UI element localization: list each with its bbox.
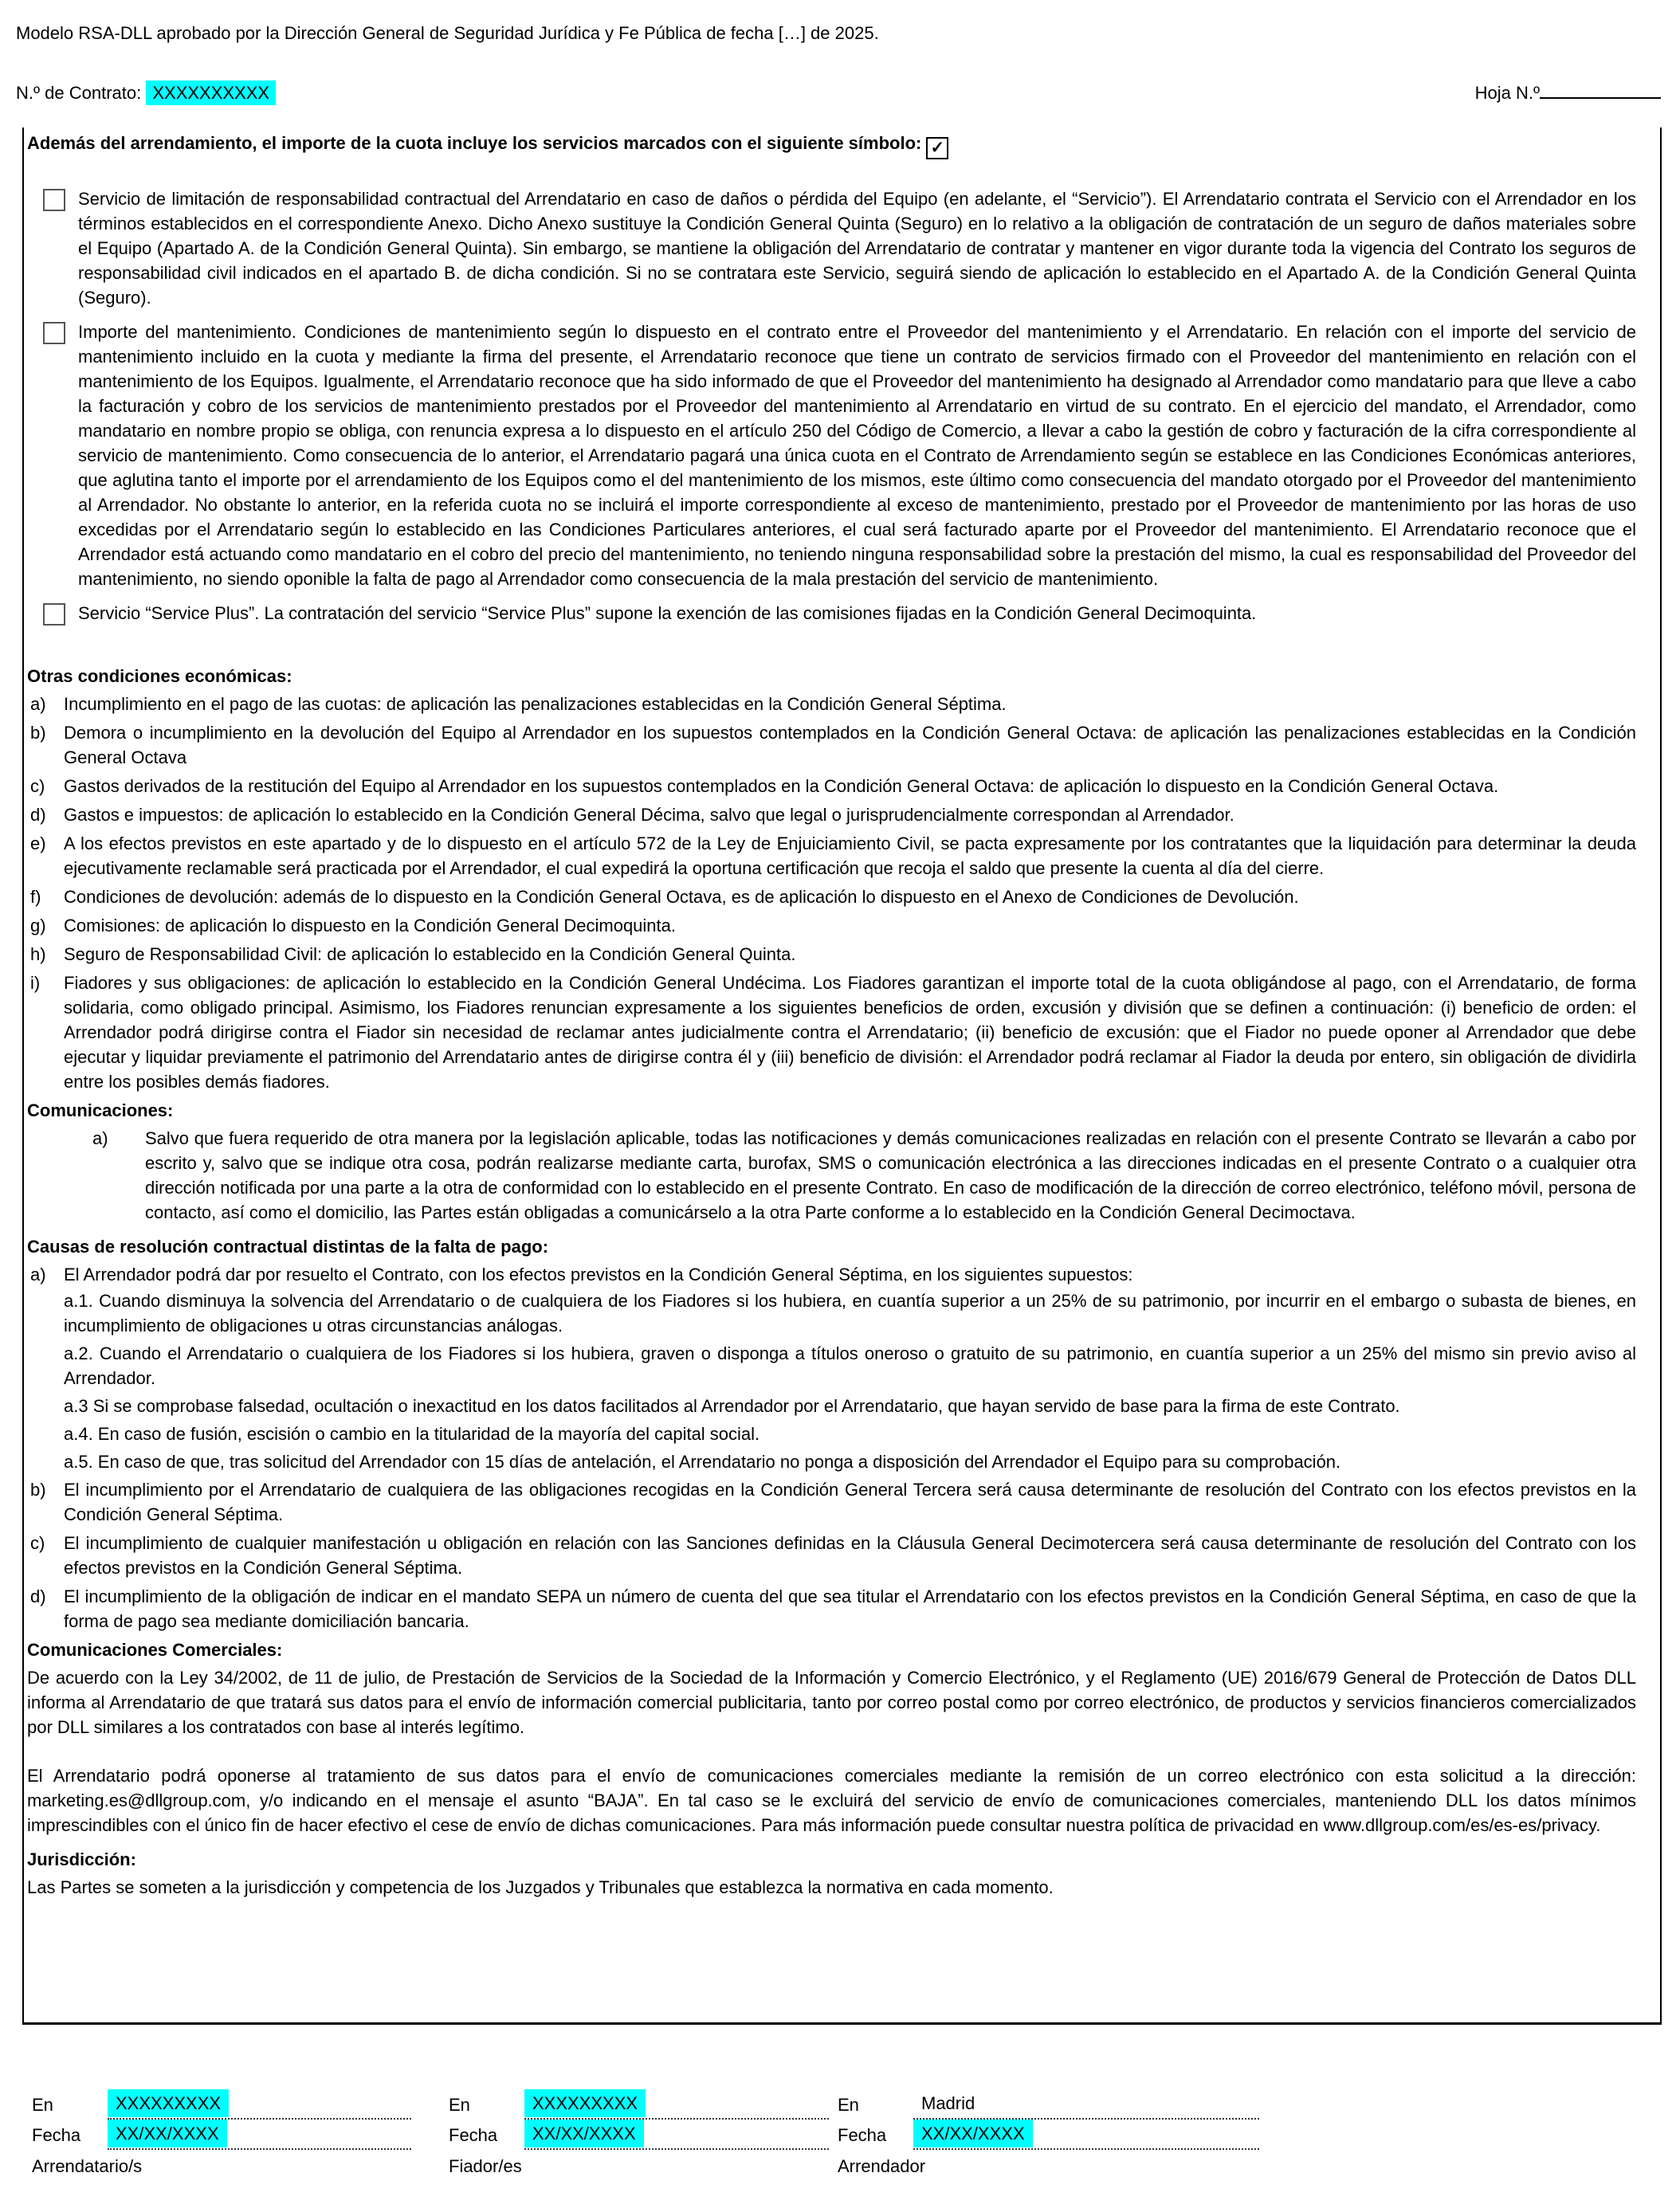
contract-header-row [16,80,1661,105]
item-label: a) [30,1265,46,1284]
list-item [27,831,1636,880]
list-item [27,971,1636,1094]
item-text: El Arrendador podrá dar por resuelto el Contrato, con los efectos previstos en la Condición General Séptima, en los siguientes supuestos: [64,1265,1133,1284]
item-label: h) [30,944,46,964]
date-label: Fecha [838,2125,887,2145]
item-label: f) [30,887,41,907]
item-label: i) [30,973,41,993]
service-liability-text: Servicio de limitación de responsabilidad contractual del Arrendatario en caso de daños o pérdida del Equipo (en adelante, el “Servicio”). El Arrendatario contrata el Servicio con el Arrendador en los términos establecidos en el correspondiente Anexo. Dicho Anexo sustituye la Condición General Quinta (Seguro) en lo relativo a la obligación de contratación de un seguro de daños materiales sobre el Equipo (Apartado A. de la Condición General Quinta). Sin embargo, se mantiene la obligación del Arrendatario de contratar y mantener en vigor durante toda la vigencia del Contrato los seguros de responsabilidad civil indicados en el apartado B. de dicha condición. Si no se contratara este Servicio, seguirá siendo de aplicación lo establecido en el Apartado A. de la Condición General Quinta (Seguro). [78,189,1636,308]
list-item [27,774,1636,798]
place-label: En [32,2095,53,2115]
item-text: Seguro de Responsabilidad Civil: de aplicación lo establecido en la Condición General Quinta. [64,944,796,964]
list-item [27,1126,1636,1225]
contract-number-row [16,80,276,105]
place-row [32,2089,411,2120]
item-text: Comisiones: de aplicación lo dispuesto en la Condición General Decimoquinta. [64,916,676,935]
signature-column-arrendador [838,2089,1259,2179]
party-label: Fiador/es [449,2156,522,2176]
item-text: Condiciones de devolución: además de lo dispuesto en la Condición General Octava, es de aplicación lo dispuesto en el Anexo de Condiciones de Devolución. [64,887,1299,907]
place-row [838,2089,1259,2120]
place-line [108,2089,411,2120]
list-item [27,1477,1636,1527]
model-approval-line: Modelo RSA-DLL aprobado por la Dirección General de Seguridad Jurídica y Fe Pública de fecha […] de 2025. [16,23,879,43]
date-line [913,2120,1259,2150]
date-line [108,2120,411,2150]
list-item [27,720,1636,770]
date-row [449,2120,829,2150]
services-intro-text: Además del arrendamiento, el importe de la cuota incluye los servicios marcados con el siguiente símbolo: [27,133,922,153]
sub-item: a.5. En caso de que, tras solicitud del Arrendador con 15 días de antelación, el Arrendatario no ponga a disposición del Arrendador el Equipo para su comprobación. [64,1452,1341,1472]
item-text: A los efectos previstos en este apartado y de lo dispuesto en el artículo 572 de la Ley de Enjuiciamiento Civil, se pacta expresamente por los contratantes que la liquidación para determinar la deuda ejecutivamente reclamable será practicada por el Arrendador, el cual expedirá la oportuna certificación que recoja el saldo que presente la cuenta al día del cierre. [64,833,1636,878]
commercial-communications-title: Comunicaciones Comerciales: [27,1640,283,1660]
list-item [27,802,1636,827]
signature-area [32,2089,1259,2179]
party-label: Arrendador [838,2156,926,2176]
commercial-communications-p1: De acuerdo con la Ley 34/2002, de 11 de julio, de Prestación de Servicios de la Sociedad de la Información y Comercio Electrónico, y el Reglamento (UE) 2016/679 General de Protección de Datos DLL informa al Arrendatario de que tratará sus datos para el envío de información comercial publicitaria, tanto por correo postal como por correo electrónico, de productos y servicios financieros comercializados por DLL similares a los contratados con base al interés legítimo. [27,1668,1636,1737]
contract-number-field[interactable]: XXXXXXXXXX [146,80,276,105]
place-field[interactable]: XXXXXXXXX [108,2089,229,2117]
date-line [524,2120,829,2150]
checkbox-unchecked-icon[interactable] [43,603,65,626]
sub-item: a.4. En caso de fusión, escisión o cambio en la titularidad de la mayoría del capital social. [64,1424,760,1444]
termination-causes-title: Causas de resolución contractual distintas de la falta de pago: [27,1237,549,1257]
contract-number-label: N.º de Contrato: [16,83,142,103]
service-item-service-plus [27,601,1636,632]
item-label: g) [30,916,46,935]
date-field[interactable]: XX/XX/XXXX [524,2120,644,2147]
list-item [27,1531,1636,1580]
other-economic-conditions-title: Otras condiciones económicas: [27,666,292,686]
date-field[interactable]: XX/XX/XXXX [913,2120,1033,2147]
date-label: Fecha [32,2125,81,2145]
service-item-maintenance [27,320,1636,591]
item-text: El incumplimiento de cualquier manifestación u obligación en relación con las Sanciones definidas en la Cláusula General Decimotercera será causa determinante de resolución del Contrato con los efectos previstos en la Condición General Séptima. [64,1533,1636,1578]
service-item-liability [27,186,1636,310]
service-maintenance-text: Importe del mantenimiento. Condiciones de mantenimiento según lo dispuesto en el contrato entre el Proveedor del mantenimiento y el Arrendatario. En relación con el importe del servicio de mantenimiento incluido en la cuota y mediante la firma del presente, el Arrendatario reconoce que tiene un contrato de servicios firmado con el Proveedor del mantenimiento en relación con el mantenimiento de los Equipos. Igualmente, el Arrendatario reconoce que ha sido informado de que el Proveedor del mantenimiento ha designado al Arrendador como mandatario para que lleve a cabo la facturación y cobro de los servicios de mantenimiento prestados por el Proveedor del mantenimiento al Arrendatario en virtud de su contrato. En el ejercicio del mandato, el Arrendador, como mandatario en nombre propio se obliga, con renuncia expresa a lo dispuesto en el artículo 250 del Código de Comercio, a llevar a cabo la gestión de cobro y facturación de la cifra correspondiente al servicio de mantenimiento. Como consecuencia de lo anterior, el Arrendatario pagará una única cuota en el Contrato de Arrendamiento según se establece en las Condiciones Económicas anteriores, que aglutina tanto el importe por el arrendamiento de los Equipos como el del mantenimiento de los mismos, este último como consecuencia del mandato otorgado por el Proveedor del mantenimiento al Arrendador. No obstante lo anterior, en la referida cuota no se incluirá el importe correspondiente al exceso de mantenimiento, prestado por el Proveedor de mantenimiento por las horas de uso excedidas por el Arrendatario según lo establecido en las Condiciones Particulares anteriores, el cual será facturado aparte por el Proveedor del mantenimiento. El Arrendatario reconoce que el Arrendador está actuando como mandatario en el cobro del precio del mantenimiento, no teniendo ninguna responsabilidad sobre la prestación del mismo, la cual es responsabilidad del Proveedor del mantenimiento, no siendo oponible la falta de pago al Arrendador como consecuencia de la mala prestación del servicio de mantenimiento. [78,322,1636,589]
party-label: Arrendatario/s [32,2156,143,2176]
list-item [27,884,1636,909]
item-label: d) [30,805,46,825]
sub-item: a.3 Si se comprobase falsedad, ocultación o inexactitud en los datos facilitados al Arrendador por el Arrendatario, que hayan servido de base para la firma de este Contrato. [64,1396,1400,1416]
list-item [27,1262,1636,1287]
place-field: Madrid [921,2093,975,2113]
sub-item: a.2. Cuando el Arrendatario o cualquiera de los Fiadores si los hubiera, graven o disponga a títulos oneroso o gratuito de su patrimonio, en cuantía superior a un 25% del mismo sin previo aviso al Arrendador. [64,1343,1636,1388]
item-label: e) [30,833,46,853]
item-text: El incumplimiento de la obligación de indicar en el mandato SEPA un número de cuenta del que sea titular el Arrendatario con los efectos previstos en la Condición General Séptima, en caso de que la forma de pago sea mediante domiciliación bancaria. [64,1586,1636,1631]
signature-column-fiador [449,2089,829,2179]
list-item [27,692,1636,716]
item-text: Salvo que fuera requerido de otra manera por la legislación aplicable, todas las notificaciones y demás comunicaciones realizadas en relación con el presente Contrato se llevarán a cabo por escrito y, salvo que se indique otra cosa, podrán realizarse mediante carta, burofax, SMS o comunicación electrónica a las direcciones indicadas en el presente Contrato o a cualquier otra dirección notificada por una parte a la otra de conformidad con lo establecido en el presente Contrato. En caso de modificación de la dirección de correo electrónico, teléfono móvil, persona de contacto, así como el domicilio, las Partes están obligadas a comunicárselo a la otra Parte conforme a lo establecido en la Condición General Decimoctava. [145,1128,1636,1222]
date-row [32,2120,411,2150]
jurisdiction-title: Jurisdicción: [27,1849,136,1869]
date-row [838,2120,1259,2150]
item-label: c) [30,776,45,796]
place-line [913,2089,1259,2120]
item-label: d) [30,1586,46,1606]
sheet-number-row [1475,80,1661,105]
list-item [27,1584,1636,1634]
item-label: b) [30,1480,46,1500]
place-label: En [838,2095,859,2115]
item-label: a) [92,1128,108,1148]
sheet-number-field[interactable] [1540,80,1661,99]
signature-column-arrendatario [32,2089,411,2179]
item-label: b) [30,723,46,743]
checkbox-checked-icon: ✓ [926,137,948,159]
conditions-box [22,127,1662,2025]
item-text: Fiadores y sus obligaciones: de aplicación lo establecido en la Condición General Undécima. Los Fiadores garantizan el importe total de la cuota obligándose al pago, con el Arrendatario, de forma solidaria, como obligado principal. Asimismo, los Fiadores renuncian expresamente a los siguientes beneficios de orden, excusión y división que se definen a continuación: (i) beneficio de orden: el Arrendador podrá dirigirse contra el Fiador sin necesidad de reclamar antes judicialmente contra el Arrendatario; (ii) beneficio de excusión: que el Fiador no puede oponer al Arrendador que debe ejecutar y liquidar previamente el patrimonio del Arrendatario antes de dirigirse contra él y (iii) beneficio de división: el Arrendador podrá reclamar al Fiador la deuda por entero, sin obligación de dividirla entre los posibles demás fiadores. [64,973,1636,1092]
checkbox-unchecked-icon[interactable] [43,189,65,211]
services-intro-line [27,131,1636,159]
item-text: Gastos derivados de la restitución del Equipo al Arrendador en los supuestos contemplados en la Condición General Octava: de aplicación lo dispuesto en la Condición General Octava. [64,776,1499,796]
date-field[interactable]: XX/XX/XXXX [108,2120,227,2147]
item-text: Demora o incumplimiento en la devolución del Equipo al Arrendador en los supuestos contemplados en la Condición General Octava: de aplicación las penalizaciones establecidas en la Condición General Octava [64,723,1636,767]
communications-title: Comunicaciones: [27,1100,174,1120]
sheet-number-label: Hoja N.º [1474,83,1540,103]
place-row [449,2089,829,2120]
item-label: a) [30,694,46,714]
date-label: Fecha [449,2125,498,2145]
sub-item: a.1. Cuando disminuya la solvencia del Arrendatario o de cualquiera de los Fiadores si los hubiera, en cuantía superior a un 25% de su patrimonio, por incurrir en el embargo o subasta de bienes, en incumplimiento de obligaciones u otras circunstancias análogas. [64,1291,1636,1335]
place-field[interactable]: XXXXXXXXX [524,2089,646,2117]
commercial-communications-p2: El Arrendatario podrá oponerse al tratamiento de sus datos para el envío de comunicaciones comerciales mediante la remisión de un correo electrónico con esta solicitud a la dirección: marketing.es@dllgroup.com, y/o indicando en el mensaje el asunto “BAJA”. En tal caso se le excluirá del servicio de envío de comunicaciones comerciales, manteniendo DLL los datos mínimos imprescindibles con el único fin de hacer efectivo el cese de envío de dichas comunicaciones. Para más información puede consultar nuestra política de privacidad en www.dllgroup.com/es/es-es/privacy. [27,1766,1636,1835]
list-item [27,942,1636,967]
list-item [27,913,1636,938]
jurisdiction-text: Las Partes se someten a la jurisdicción y competencia de los Juzgados y Tribunales que establezca la normativa en cada momento. [27,1877,1054,1897]
item-label: c) [30,1533,45,1553]
item-text: Gastos e impuestos: de aplicación lo establecido en la Condición General Décima, salvo que legal o jurisprudencialmente correspondan al Arrendador. [64,805,1234,825]
item-text: El incumplimiento por el Arrendatario de cualquiera de las obligaciones recogidas en la Condición General Tercera será causa determinante de resolución del Contrato con los efectos previstos en la Condición General Séptima. [64,1480,1636,1524]
service-plus-text: Servicio “Service Plus”. La contratación del servicio “Service Plus” supone la exención de las comisiones fijadas en la Condición General Decimoquinta. [78,603,1257,623]
place-line [524,2089,829,2120]
place-label: En [449,2095,470,2115]
checkbox-unchecked-icon[interactable] [43,322,65,344]
item-text: Incumplimiento en el pago de las cuotas: de aplicación las penalizaciones establecidas en la Condición General Séptima. [64,694,1007,714]
